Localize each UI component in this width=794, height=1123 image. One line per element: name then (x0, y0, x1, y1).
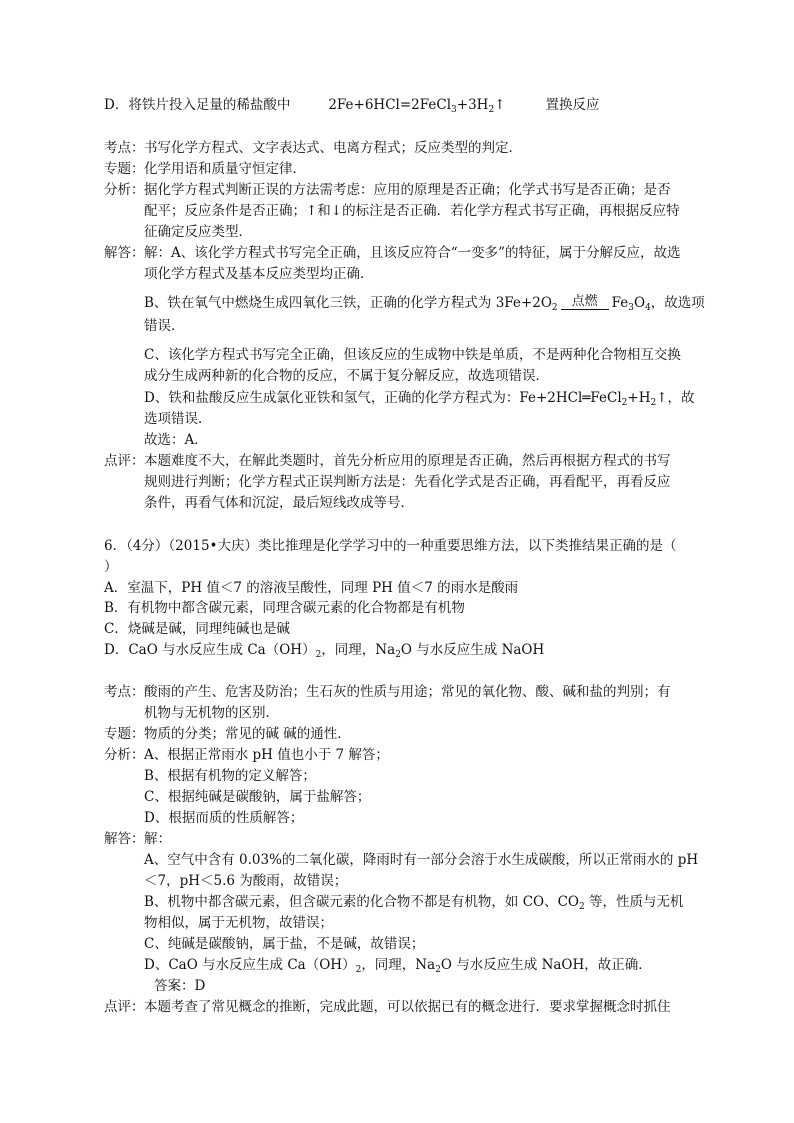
q6-option-c: C．烧碱是碱，同理纯碱也是碱 (104, 621, 290, 637)
option-d-reaction-type: 置换反应 (545, 97, 600, 113)
q5-dianping-2: 规则进行判断；化学方程式正误判断方法是：先看化学式是否正确，再看配平，再看反应 (144, 474, 671, 490)
q5-fenxi: 分析：据化学方程式判断正误的方法需考虑：应用的原理是否正确；化学式书写是否正确；是否 (104, 182, 671, 198)
q6-jieda: 解答：解： (104, 831, 171, 847)
q6-fenxi: 分析：A、根据正常雨水 pH 值也小于 7 解答； (104, 747, 389, 763)
q6-fenxi-c: C、根据纯碱是碳酸钠，属于盐解答； (144, 789, 371, 805)
q6-option-d: D．CaO 与水反应生成 $Ca(OH)_2$，同理，$Na_2O$ 与水反应生成 NaOH (104, 642, 545, 660)
q5-answer: 故选：A． (144, 432, 208, 448)
q6-jieda-b2: 物相似，属于无机物，故错误； (144, 915, 333, 931)
option-d-text: D．将铁片投入足量的稀盐酸中 (104, 97, 291, 113)
q5-zhuanti: 专题：化学用语和质量守恒定律． (104, 161, 306, 177)
q6-jieda-c1: C、纯碱是碳酸钠，属于盐，不是碱，故错误； (144, 936, 425, 952)
q6-dianping: 点评：本题考查了常见概念的推断，完成此题，可以依据已有的概念进行．要求掌握概念时抓住 (104, 999, 671, 1015)
q5-jieda-b2: 错误． (144, 318, 185, 334)
q5-kaodian: 考点：书写化学方程式、文字表达式、电离方程式；反应类型的判定． (104, 140, 522, 156)
q6-kaodian-2: 机物与无机物的区别． (144, 705, 279, 721)
q6-stem-2: ） (104, 559, 118, 575)
q6-zhuanti: 专题：物质的分类；常见的碱 碱的通性． (104, 726, 351, 742)
q5-jieda-d2: 选项错误． (144, 411, 212, 427)
option-d-equation: $2Fe+6HCl=2FeCl_3+3H_2↑$ (328, 97, 506, 115)
q6-answer: 答案：D (154, 978, 206, 994)
q6-option-b: B．有机物中都含碳元素，同理含碳元素的化合物都是有机物 (104, 600, 465, 616)
q6-jieda-a1: A、空气中含有 0.03%的二氧化碳，降雨时有一部分会溶于水生成碳酸，所以正常雨水的 pH (144, 852, 699, 868)
q5-dianping-3: 条件，再看气体和沉淀，最后短线改成等号． (144, 495, 414, 511)
reaction-condition-arrow: 点燃 (559, 298, 611, 318)
q5-fenxi-3: 征确定反应类型． (144, 224, 252, 240)
q5-jieda-c1: C、该化学方程式书写完全正确，但该反应的生成物中铁是单质，不是两种化合物相互交换 (144, 347, 681, 363)
q5-jieda: 解答：解：A、该化学方程式书写完全正确，且该反应符合“一变多”的特征，属于分解反应，故选 (104, 245, 681, 261)
q5-dianping: 点评：本题难度不大，在解此类题时，首先分析应用的原理是否正确，然后再根据方程式的书写 (104, 453, 671, 469)
q5-fenxi-2: 配平；反应条件是否正确；↑和↓的标注是否正确．若化学方程式书写正确，再根据反应特 (144, 203, 680, 219)
q6-jieda-a2: ＜7，pH＜5.6 为酸雨，故错误； (144, 873, 348, 889)
q6-fenxi-b: B、根据有机物的定义解答； (144, 768, 316, 784)
q6-kaodian: 考点：酸雨的产生、危害及防治；生石灰的性质与用途；常见的氧化物、酸、碱和盐的判别；有 (104, 684, 671, 700)
q6-jieda-d1: D、CaO 与水反应生成 $Ca(OH)_2$，同理，$Na_2O$ 与水反应生成 NaOH，故正确． (144, 957, 652, 975)
q5-jieda-c2: 成分生成两种新的化合物的反应，不属于复分解反应，故选项错误． (144, 368, 549, 384)
q5-jieda-d1: D、铁和盐酸反应生成氯化亚铁和氢气，正确的化学方程式为：$Fe+2HCl═FeCl_2+H_2↑$，故 (144, 390, 695, 408)
q6-stem: 6．（4分）（2015•大庆）类比推理是化学学习中的一种重要思维方法，以下类推结果正确的是（ (104, 538, 677, 554)
q6-option-a: A．室温下，PH 值＜7 的溶液呈酸性，同理 PH 值＜7 的雨水是酸雨 (104, 580, 519, 596)
q5-jieda-b1: B、铁在氧气中燃烧生成四氧化三铁，正确的化学方程式为 $3Fe+2O_2$ 点燃 $Fe_3O_4$，故选项 (144, 293, 705, 318)
option-d-line (104, 95, 600, 120)
q5-jieda-a2: 项化学方程式及基本反应类型均正确． (144, 266, 374, 282)
q6-fenxi-d: D、根据而质的性质解答； (144, 810, 304, 826)
q6-jieda-b1: B、机物中都含碳元素，但含碳元素的化合物不都是有机物，如 CO、$CO_2$ 等，性质与无机 (144, 894, 684, 912)
